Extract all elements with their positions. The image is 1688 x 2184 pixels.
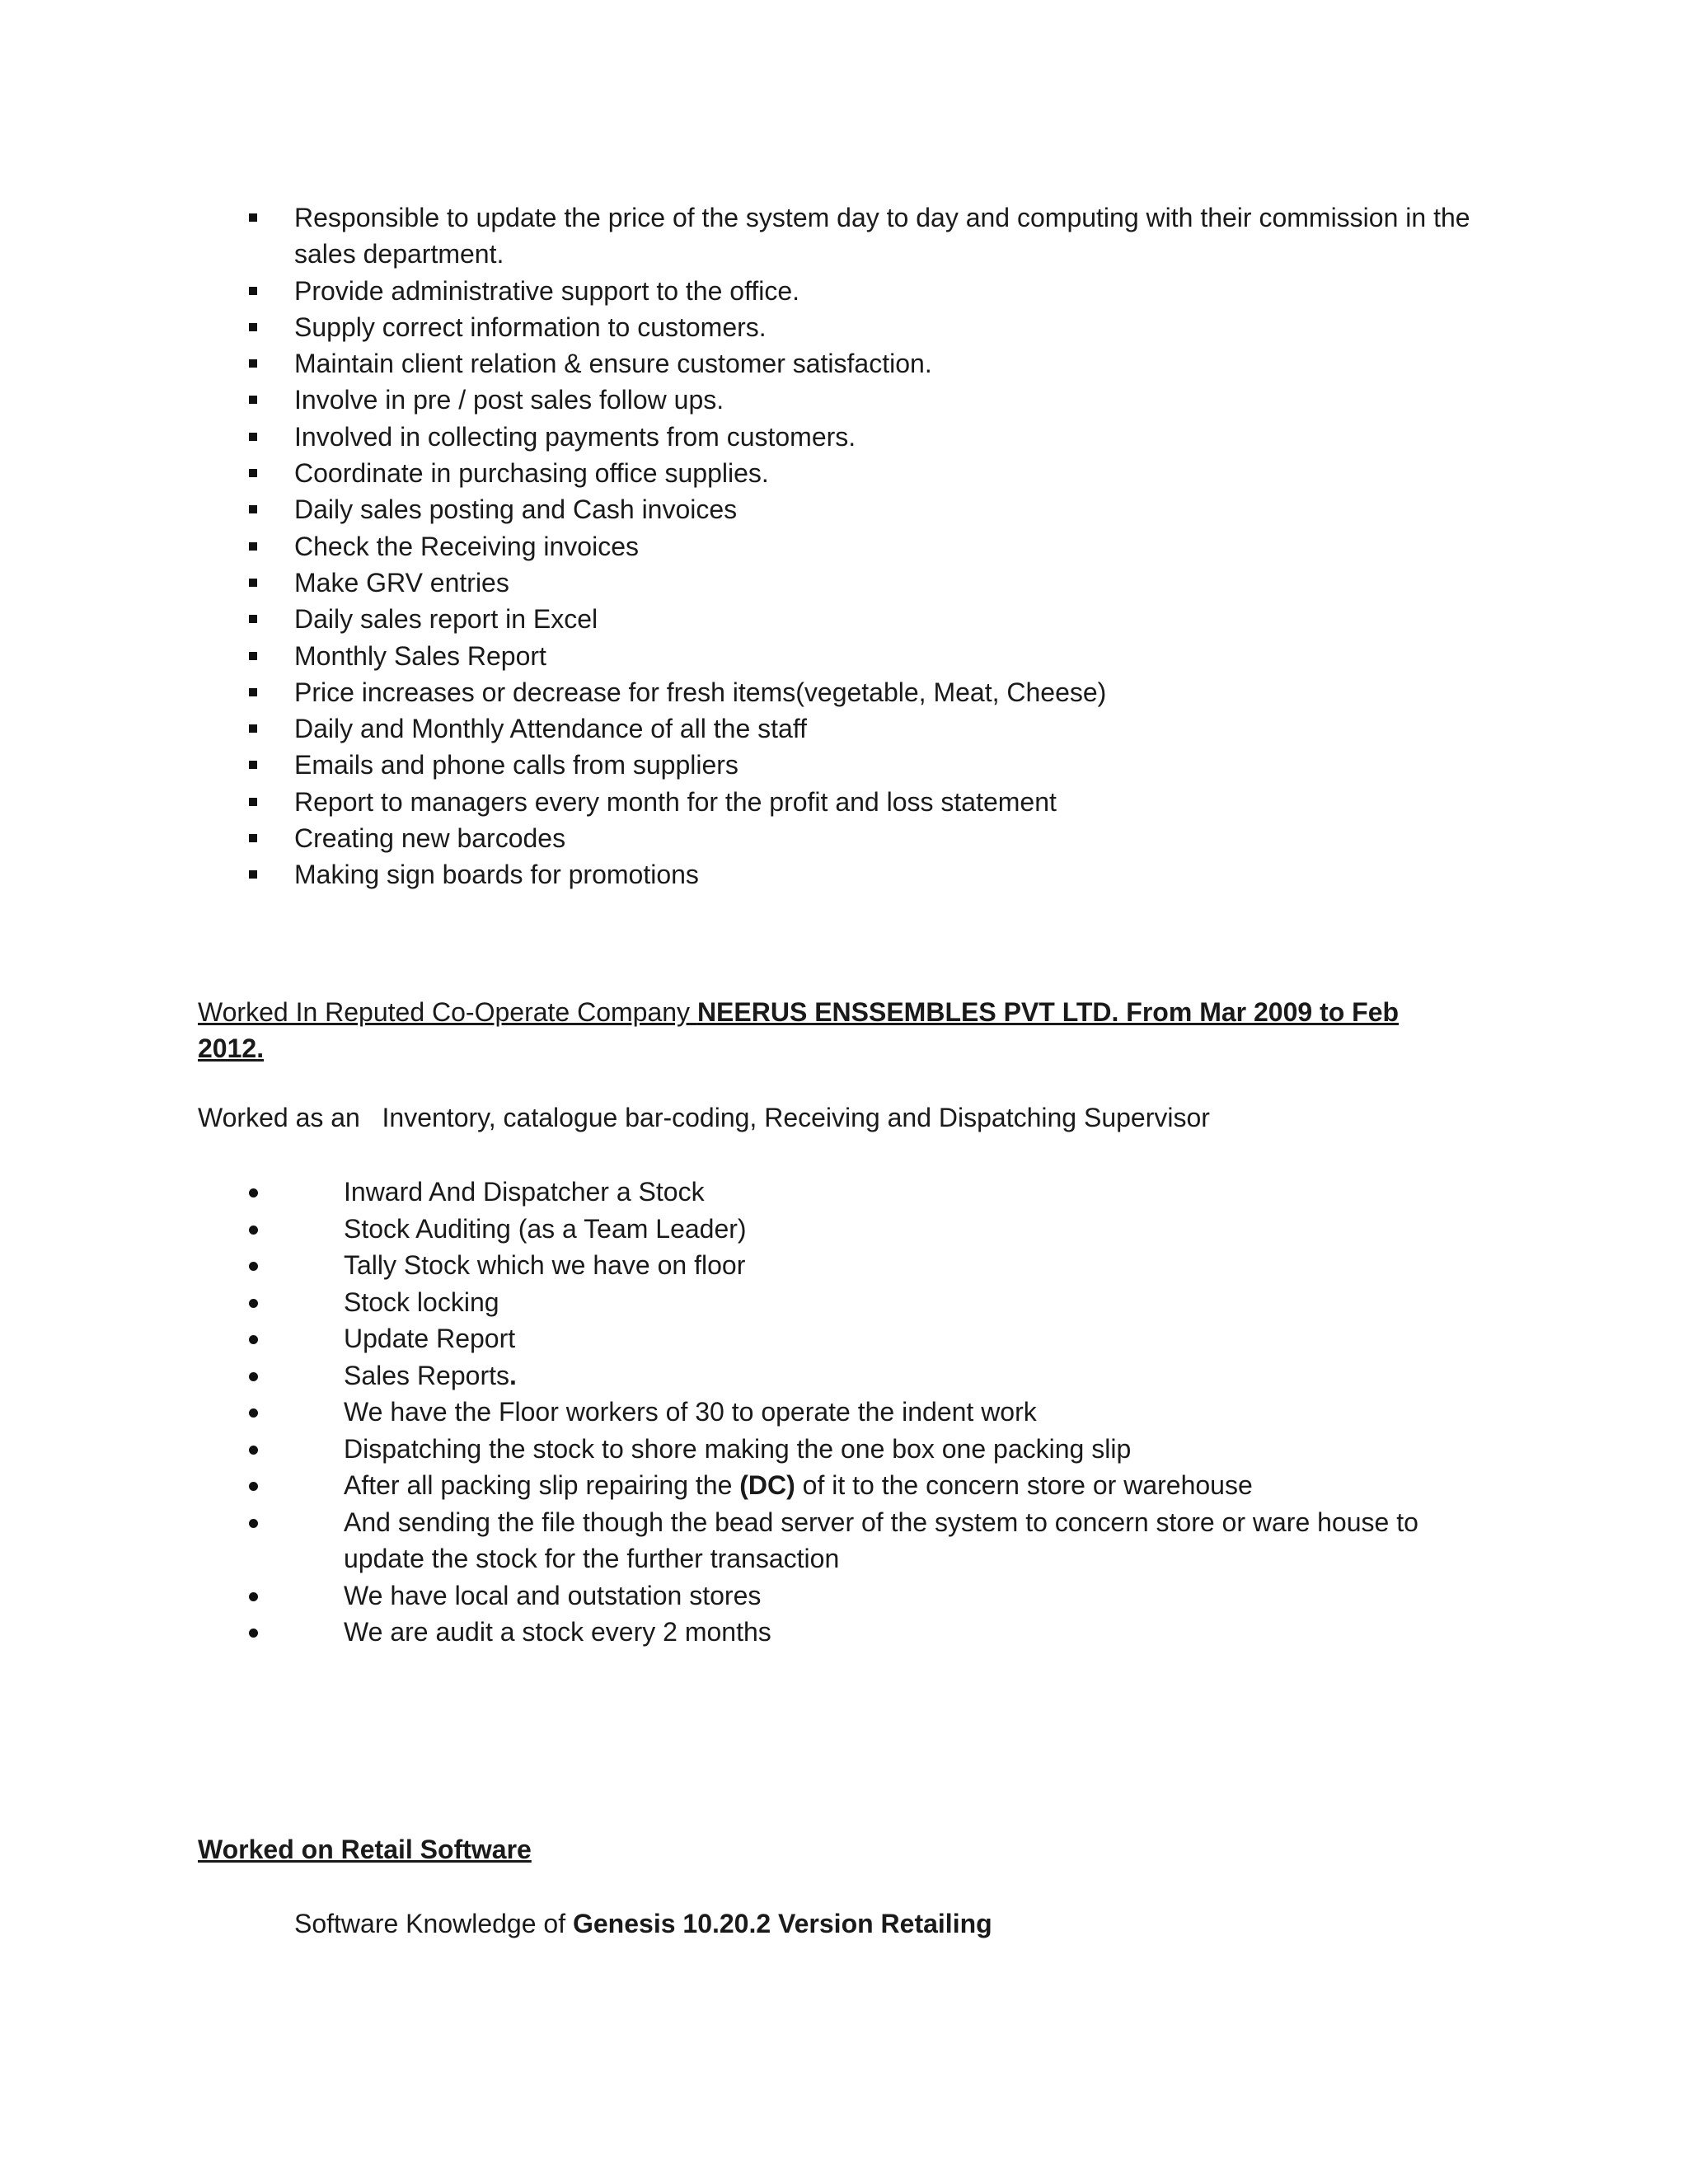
square-bullet-icon [249,761,257,769]
list-item: Sales Reports. [198,1357,1484,1394]
list-item: We have the Floor workers of 30 to operate the indent work [198,1394,1484,1431]
list-item: Report to managers every month for the profit and loss statement [198,784,1500,820]
list-item: Tally Stock which we have on floor [198,1247,1484,1284]
round-bullet-icon [249,1262,258,1271]
square-bullet-icon [249,579,257,587]
square-bullet-icon [249,469,257,477]
list-item: Supply correct information to customers. [198,309,1500,345]
round-bullet-icon [249,1226,258,1235]
list-item: Involve in pre / post sales follow ups. [198,382,1500,418]
square-bullet-icon [249,834,257,842]
list-item: Emails and phone calls from suppliers [198,747,1500,783]
list-item: Maintain client relation & ensure customer satisfaction. [198,345,1500,382]
square-bullet-icon [249,505,257,513]
round-bullet-icon [249,1519,258,1528]
list-item: Daily and Monthly Attendance of all the staff [198,710,1500,747]
round-bullet-icon [249,1446,258,1455]
software-product: Genesis 10.20.2 Version Retailing [572,1909,992,1938]
round-bullet-icon [249,1592,258,1601]
square-bullet-icon [249,287,257,295]
square-bullet-icon [249,359,257,368]
round-bullet-icon [249,1408,258,1418]
square-bullet-icon [249,615,257,623]
round-bullet-icon [249,1335,258,1344]
square-bullet-icon [249,724,257,733]
list-item: Update Report [198,1320,1484,1357]
list-item: Check the Receiving invoices [198,528,1500,565]
list-item: Involved in collecting payments from customers. [198,419,1500,455]
responsibilities-list [198,199,1500,893]
list-item: Provide administrative support to the office. [198,273,1500,309]
list-item: Monthly Sales Report [198,638,1500,674]
round-bullet-icon [249,1372,258,1381]
square-bullet-icon [249,542,257,551]
list-item: Make GRV entries [198,565,1500,601]
square-bullet-icon [249,652,257,660]
company-intro: Worked In Reputed Co-Operate Company [198,997,697,1027]
round-bullet-icon [249,1629,258,1638]
software-knowledge-line: Software Knowledge of Genesis 10.20.2 Version Retailing [294,1909,992,1938]
square-bullet-icon [249,433,257,441]
square-bullet-icon [249,870,257,879]
list-item: Stock locking [198,1284,1484,1321]
round-bullet-icon [249,1188,258,1197]
list-item: We are audit a stock every 2 months [198,1614,1484,1651]
square-bullet-icon [249,213,257,222]
square-bullet-icon [249,323,257,331]
duties-list [198,1174,1484,1651]
period-mark: . [509,1360,517,1390]
list-item: Price increases or decrease for fresh items(vegetable, Meat, Cheese) [198,674,1500,710]
company-heading [198,994,1451,1066]
list-item: Stock Auditing (as a Team Leader) [198,1211,1484,1248]
list-item: And sending the file though the bead server of the system to concern store or ware house to update the stock for the further transaction [198,1504,1484,1577]
list-item: After all packing slip repairing the (DC) of it to the concern store or warehouse [198,1467,1484,1504]
company-name-dates: NEERUS ENSSEMBLES PVT LTD. From Mar 2009 to Feb 2012. [198,997,1400,1063]
dc-abbreviation: (DC) [739,1470,795,1500]
list-item: Creating new barcodes [198,820,1500,856]
list-item: Responsible to update the price of the system day to day and computing with their commission in the sales department. [198,199,1500,273]
list-item: We have local and outstation stores [198,1577,1484,1615]
role-line: Worked as an Inventory, catalogue bar-coding, Receiving and Dispatching Supervisor [198,1103,1210,1132]
list-item: Daily sales report in Excel [198,601,1500,637]
software-heading: Worked on Retail Software [198,1835,532,1864]
list-item: Inward And Dispatcher a Stock [198,1174,1484,1211]
round-bullet-icon [249,1299,258,1308]
list-item: Making sign boards for promotions [198,856,1500,893]
square-bullet-icon [249,798,257,806]
list-item: Coordinate in purchasing office supplies. [198,455,1500,491]
square-bullet-icon [249,396,257,404]
round-bullet-icon [249,1482,258,1491]
list-item: Daily sales posting and Cash invoices [198,491,1500,527]
square-bullet-icon [249,688,257,696]
list-item: Dispatching the stock to shore making the one box one packing slip [198,1431,1484,1468]
